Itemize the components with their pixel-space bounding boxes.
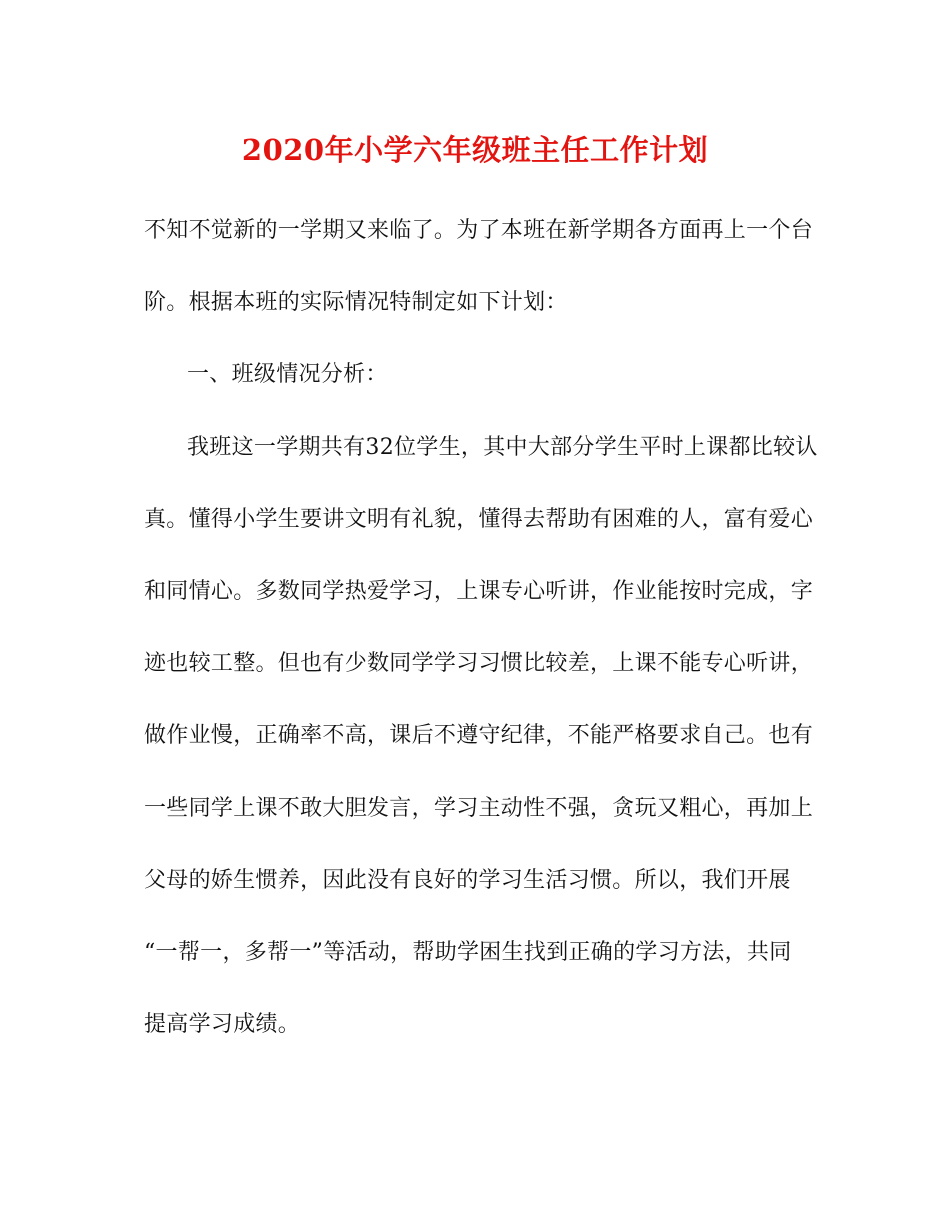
- paragraph-line: 做作业慢，正确率不高，课后不遵守纪律，不能严格要求自己。也有: [144, 723, 814, 748]
- paragraph-line: 一些同学上课不敢大胆发言，学习主动性不强，贪玩又粗心，再加上: [144, 796, 814, 821]
- paragraph-line: 和同情心。多数同学热爱学习，上课专心听讲，作业能按时完成，字: [144, 579, 814, 604]
- paragraph-line: 阶。根据本班的实际情况特制定如下计划：: [144, 290, 568, 315]
- paragraph-line: 迹也较工整。但也有少数同学学习习惯比较差，上课不能专心听讲，: [144, 651, 814, 676]
- paragraph-line: “一帮一，多帮一”等活动，帮助学困生找到正确的学习方法，共同: [144, 940, 792, 965]
- document-title: 2020年小学六年级班主任工作计划: [241, 133, 709, 167]
- paragraph-line: 我班这一学期共有32位学生，其中大部分学生平时上课都比较认: [187, 435, 818, 460]
- paragraph-line: 不知不觉新的一学期又来临了。为了本班在新学期各方面再上一个台: [144, 218, 814, 243]
- section-heading: 一、班级情况分析：: [187, 362, 388, 387]
- paragraph-line: 父母的娇生惯养，因此没有良好的学习生活习惯。所以，我们开展: [144, 868, 791, 893]
- paragraph-line: 提高学习成绩。: [144, 1012, 301, 1037]
- paragraph-line: 真。懂得小学生要讲文明有礼貌，懂得去帮助有困难的人，富有爱心: [144, 507, 814, 532]
